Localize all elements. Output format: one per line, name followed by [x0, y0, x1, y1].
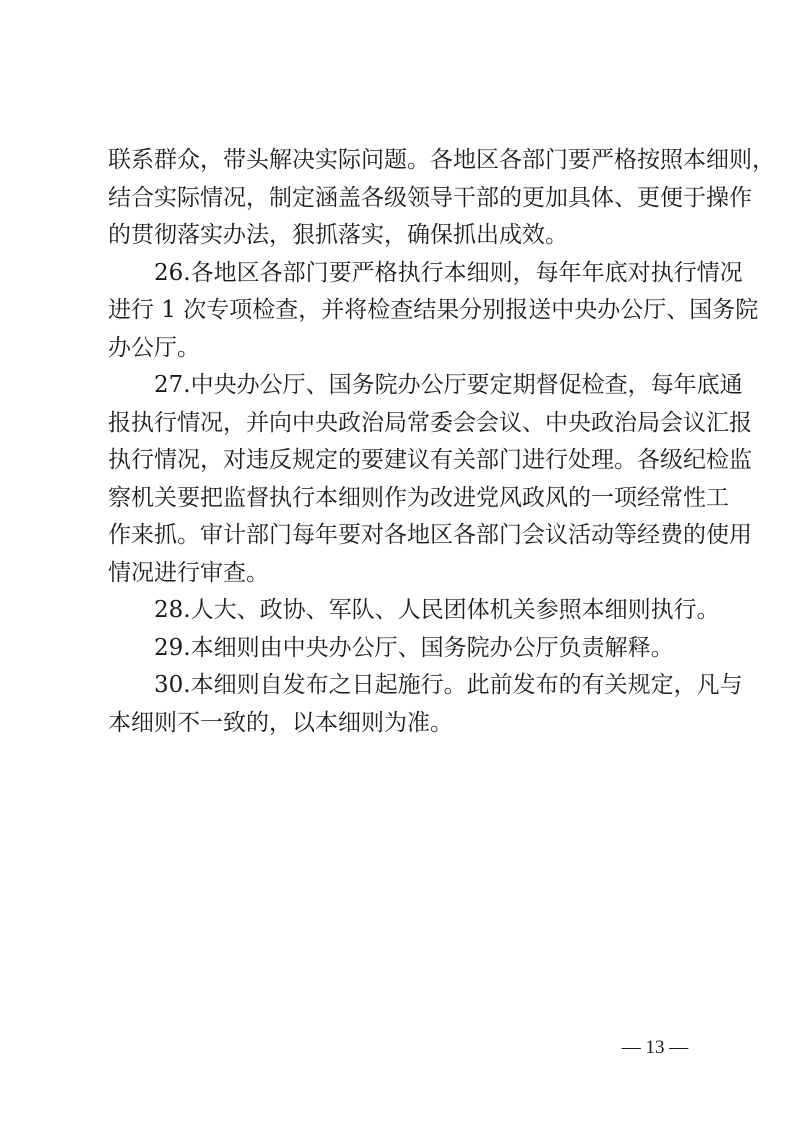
- text-line: 报执行情况，并向中央政治局常委会会议、中央政治局会议汇报: [108, 409, 752, 436]
- document-body: [108, 142, 775, 742]
- paragraph-item-30: [108, 667, 743, 742]
- text-line: 28.人大、政协、军队、人民团体机关参照本细则执行。: [154, 597, 720, 623]
- text-line: 察机关要把监督执行本细则作为改进党风政风的一项经常性工: [108, 484, 729, 511]
- paragraph-continuation: [108, 142, 775, 255]
- text-line: 结合实际情况，制定涵盖各级领导干部的更加具体、更便于操作: [108, 184, 752, 211]
- text-line: 联系群众，带头解决实际问题。各地区各部门要严格按照本细则，: [108, 147, 775, 173]
- text-line: 本细则不一致的，以本细则为准。: [108, 709, 453, 736]
- text-line: 27.中央办公厅、国务院办公厅要定期督促检查，每年底通: [154, 372, 743, 398]
- page-number: — 13 —: [621, 1037, 689, 1058]
- text-line: 情况进行审查。: [108, 559, 269, 586]
- text-line: 进行 1 次专项检查，并将检查结果分别报送中央办公厅、国务院: [108, 297, 759, 323]
- paragraph-item-28: [108, 592, 720, 630]
- text-line: 26.各地区各部门要严格执行本细则，每年年底对执行情况: [154, 259, 743, 286]
- text-line: 作来抓。审计部门每年要对各地区各部门会议活动等经费的使用: [108, 522, 752, 548]
- paragraph-item-27: [108, 367, 752, 592]
- text-line: 30.本细则自发布之日起施行。此前发布的有关规定，凡与: [154, 672, 743, 698]
- text-line: 29.本细则由中央办公厅、国务院办公厅负责解释。: [154, 634, 674, 661]
- text-line: 执行情况，对违反规定的要建议有关部门进行处理。各级纪检监: [108, 447, 752, 473]
- paragraph-item-29: [108, 630, 698, 668]
- paragraph-item-26: [108, 255, 759, 368]
- text-line: 的贯彻落实办法，狠抓落实，确保抓出成效。: [108, 222, 568, 248]
- text-line: 办公厅。: [108, 334, 200, 361]
